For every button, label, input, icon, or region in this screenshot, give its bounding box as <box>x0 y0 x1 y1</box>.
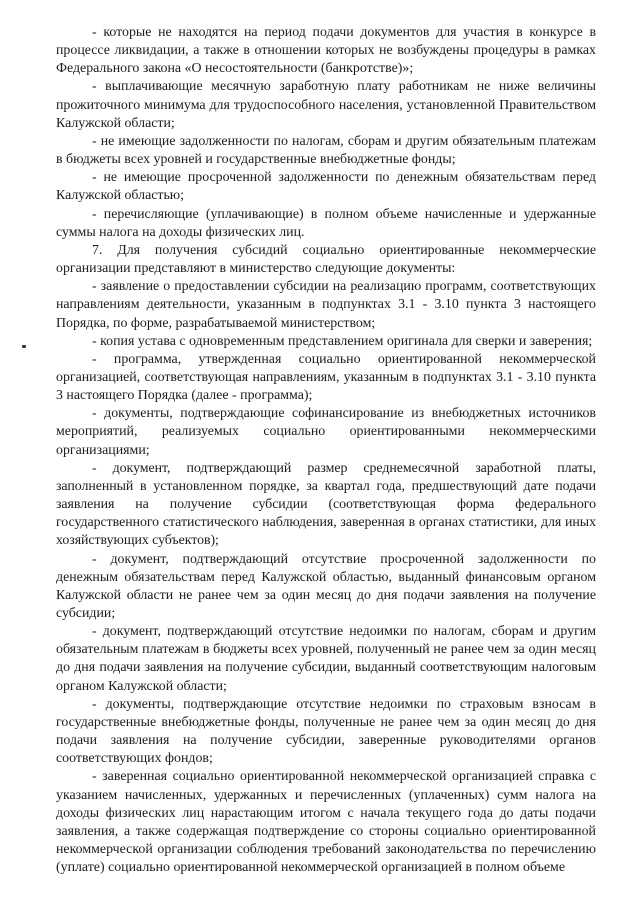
paragraph-cofinancing: - документы, подтверждающие софинансирование из внебюджетных источников мероприятий, реализуемых социально ориентированными некоммерческими организациями; <box>56 406 596 458</box>
paragraph-income-tax-statement: - заверенная социально ориентированной некоммерческой организацией справка с указанием начисленных, удержанных и перечисленных (уплаченных) сумм налога на доходы физических лиц нарастающим итогом с начала текущего года до даты подачи заявления, а также содержащая подтверждение со стороны социально ориентированной некоммерческой организации соблюдения требований законодательства по перечислению (уплате) социально ориентированной некоммерческой организацией в полном объеме <box>56 769 596 876</box>
scan-speck <box>22 345 26 348</box>
paragraph-application: - заявление о предоставлении субсидии на реализацию программ, соответствующих направлениям деятельности, указанным в подпунктах 3.1 - 3.10 пункта 3 настоящего Порядка, по форме, разрабатываемой министерством; <box>56 279 596 331</box>
paragraph-program: - программа, утвержденная социально ориентированной некоммерческой организацией, соответствующая направлениям, указанным в подпунктах 3.1 - 3.10 пункта 3 настоящего Порядка (далее - программа); <box>56 351 596 404</box>
paragraph-average-salary: - документ, подтверждающий размер среднемесячной заработной платы, заполненный в установленном порядке, за квартал года, предшествующий дате подачи заявления на получение субсидии (соответствующая форма федерального государственного статистического наблюдения, заверенная в органах статистики, для иных хозяйствующих субъектов); <box>56 460 596 549</box>
paragraph-no-tax-arrears-certificate: - документ, подтверждающий отсутствие недоимки по налогам, сборам и другим обязательным платежам в бюджеты всех уровней, полученный не ранее чем за один месяц до дня подачи заявления на получение субсидии, выданный соответствующим налоговым органом Калужской области; <box>56 624 596 694</box>
paragraph-no-overdue-debt-certificate: - документ, подтверждающий отсутствие просроченной задолженности по денежным обязательствам перед Калужской областью, выданный финансовым органом Калужской области не ранее чем за один месяц до дня подачи заявления на получение субсидии; <box>56 551 596 621</box>
document-page <box>56 24 596 877</box>
paragraph-not-in-liquidation: - которые не находятся на период подачи документов для участия в конкурсе в процессе ликвидации, а также в отношении которых не возбуждены процедуры в рамках Федерального закона «О несостоятельности (банкротстве)»; <box>56 25 596 77</box>
paragraph-minimum-wage: - выплачивающие месячную заработную плату работникам не ниже величины прожиточного минимума для трудоспособного населения, установленной Правительством Калужской области; <box>56 79 596 131</box>
paragraph-no-overdue-debt: - не имеющие просроченной задолженности по денежным обязательствам перед Калужской областью; <box>56 170 596 204</box>
paragraph-no-tax-debt: - не имеющие задолженности по налогам, сборам и другим обязательным платежам в бюджеты всех уровней и государственные внебюджетные фонды; <box>56 133 596 168</box>
paragraph-section-7: 7. Для получения субсидий социально ориентированные некоммерческие организации представляют в министерство следующие документы: <box>56 242 596 277</box>
paragraph-charter-copy: - копия устава с одновременным представлением оригинала для сверки и заверения; <box>92 333 593 349</box>
paragraph-insurance-arrears: - документы, подтверждающие отсутствие недоимки по страховым взносам в государственные внебюджетные фонды, полученные не ранее чем за один месяц до дня подачи заявления на получение субсидии, заверенные руководителями органов соответствующих фондов; <box>56 696 596 767</box>
paragraph-income-tax-paid: - перечисляющие (уплачивающие) в полном объеме начисленные и удержанные суммы налога на доходы физических лиц. <box>56 206 596 240</box>
